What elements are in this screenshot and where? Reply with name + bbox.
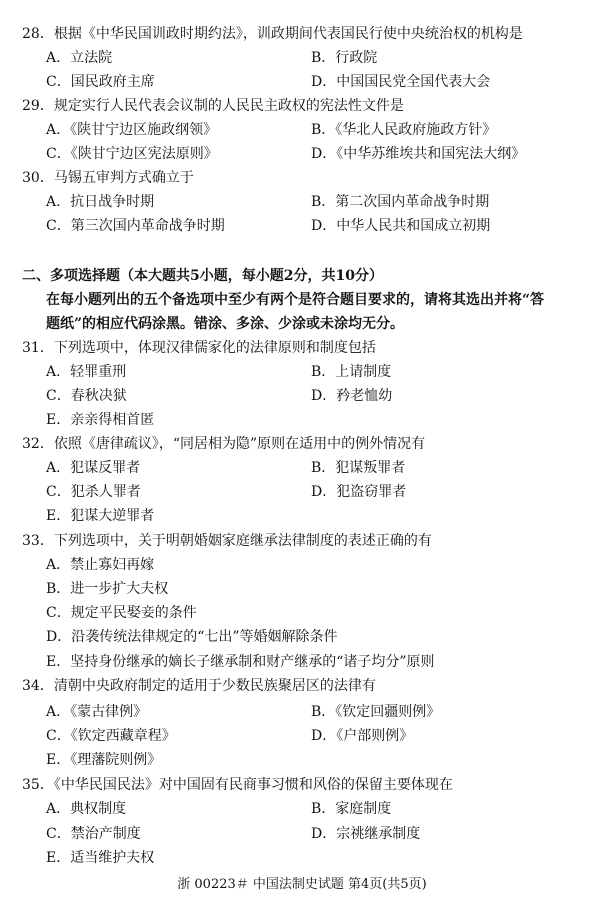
q31-option-c: C．春秋决狱 — [46, 388, 127, 404]
q30-option-b: B．第二次国内革命战争时期 — [311, 194, 490, 210]
q30-option-c: C．第三次国内革命战争时期 — [46, 218, 225, 234]
q34-option-b: B．《钦定回疆则例》 — [311, 704, 441, 720]
section-instruction-line-2: 题纸”的相应代码涂黑。错涂、多涂、少涂或未涂均无分。 — [46, 316, 405, 332]
q35-option-c: C．禁治产制度 — [46, 826, 141, 842]
q35-option-b: B．家庭制度 — [311, 801, 392, 817]
q31-option-e: E．亲亲得相首匿 — [46, 412, 155, 428]
q32-option-e: E．犯谋大逆罪者 — [46, 508, 155, 524]
q34-option-e: E．《理藩院则例》 — [46, 752, 162, 768]
q29-option-d: D．《中华苏维埃共和国宪法大纲》 — [311, 146, 526, 162]
question-35: 35．《中华民国民法》对中国固有民商事习惯和风俗的保留主要体现在 — [22, 777, 453, 793]
q29-option-b: B．《华北人民政府施政方针》 — [311, 122, 497, 138]
q28-option-d: D．中国国民党全国代表大会 — [311, 74, 491, 90]
q28-option-c: C．国民政府主席 — [46, 74, 155, 90]
question-34: 34．清朝中央政府制定的适用于少数民族聚居区的法律有 — [22, 678, 376, 694]
q35-option-d: D．宗祧继承制度 — [311, 826, 421, 842]
q33-option-b: B．进一步扩大夫权 — [46, 581, 169, 597]
q31-option-d: D．矜老恤幼 — [311, 388, 393, 404]
q32-option-b: B．犯谋叛罪者 — [311, 460, 406, 476]
section-title: 二、多项选择题（本大题共5小题，每小题2分，共10分） — [22, 268, 383, 284]
section-instruction-line-1: 在每小题列出的五个备选项中至少有两个是符合题目要求的，请将其选出并将“答 — [46, 292, 545, 308]
q31-option-a: A．轻罪重刑 — [46, 364, 127, 380]
q28-option-a: A．立法院 — [46, 50, 113, 66]
q30-option-d: D．中华人民共和国成立初期 — [311, 218, 491, 234]
q33-option-e: E．坚持身份继承的嫡长子继承制和财产继承的“诸子均分”原则 — [46, 654, 435, 670]
q33-option-a: A．禁止寡妇再嫁 — [46, 557, 155, 573]
q34-option-a: A．《蒙古律例》 — [46, 704, 148, 720]
question-30: 30．马锡五审判方式确立于 — [22, 170, 194, 186]
question-32: 32．依照《唐律疏议》，“同居相为隐”原则在适用中的例外情况有 — [22, 436, 426, 452]
q35-option-a: A．典权制度 — [46, 801, 127, 817]
q34-option-d: D．《户部则例》 — [311, 728, 414, 744]
q32-option-a: A．犯谋反罪者 — [46, 460, 141, 476]
question-31: 31．下列选项中，体现汉律儒家化的法律原则和制度包括 — [22, 340, 376, 356]
question-33: 33．下列选项中，关于明朝婚姻家庭继承法律制度的表述正确的有 — [22, 533, 432, 549]
question-29: 29．规定实行人民代表会议制的人民民主政权的宪法性文件是 — [22, 98, 404, 114]
q35-option-e: E．适当维护夫权 — [46, 850, 155, 866]
q32-option-c: C．犯杀人罪者 — [46, 484, 141, 500]
q29-option-c: C．《陕甘宁边区宪法原则》 — [46, 146, 218, 162]
q31-option-b: B．上请制度 — [311, 364, 392, 380]
q28-option-b: B．行政院 — [311, 50, 378, 66]
q30-option-a: A．抗日战争时期 — [46, 194, 155, 210]
q29-option-a: A．《陕甘宁边区施政纲领》 — [46, 122, 218, 138]
q34-option-c: C．《钦定西藏章程》 — [46, 728, 176, 744]
q33-option-c: C．规定平民娶妾的条件 — [46, 605, 197, 621]
q32-option-d: D．犯盗窃罪者 — [311, 484, 407, 500]
q33-option-d: D．沿袭传统法律规定的“七出”等婚姻解除条件 — [46, 629, 338, 645]
question-28: 28．根据《中华民国训政时期约法》，训政期间代表国民行使中央统治权的机构是 — [22, 26, 523, 42]
page-footer: 浙 00223＃ 中国法制史试题 第4页(共5页) — [177, 877, 427, 892]
